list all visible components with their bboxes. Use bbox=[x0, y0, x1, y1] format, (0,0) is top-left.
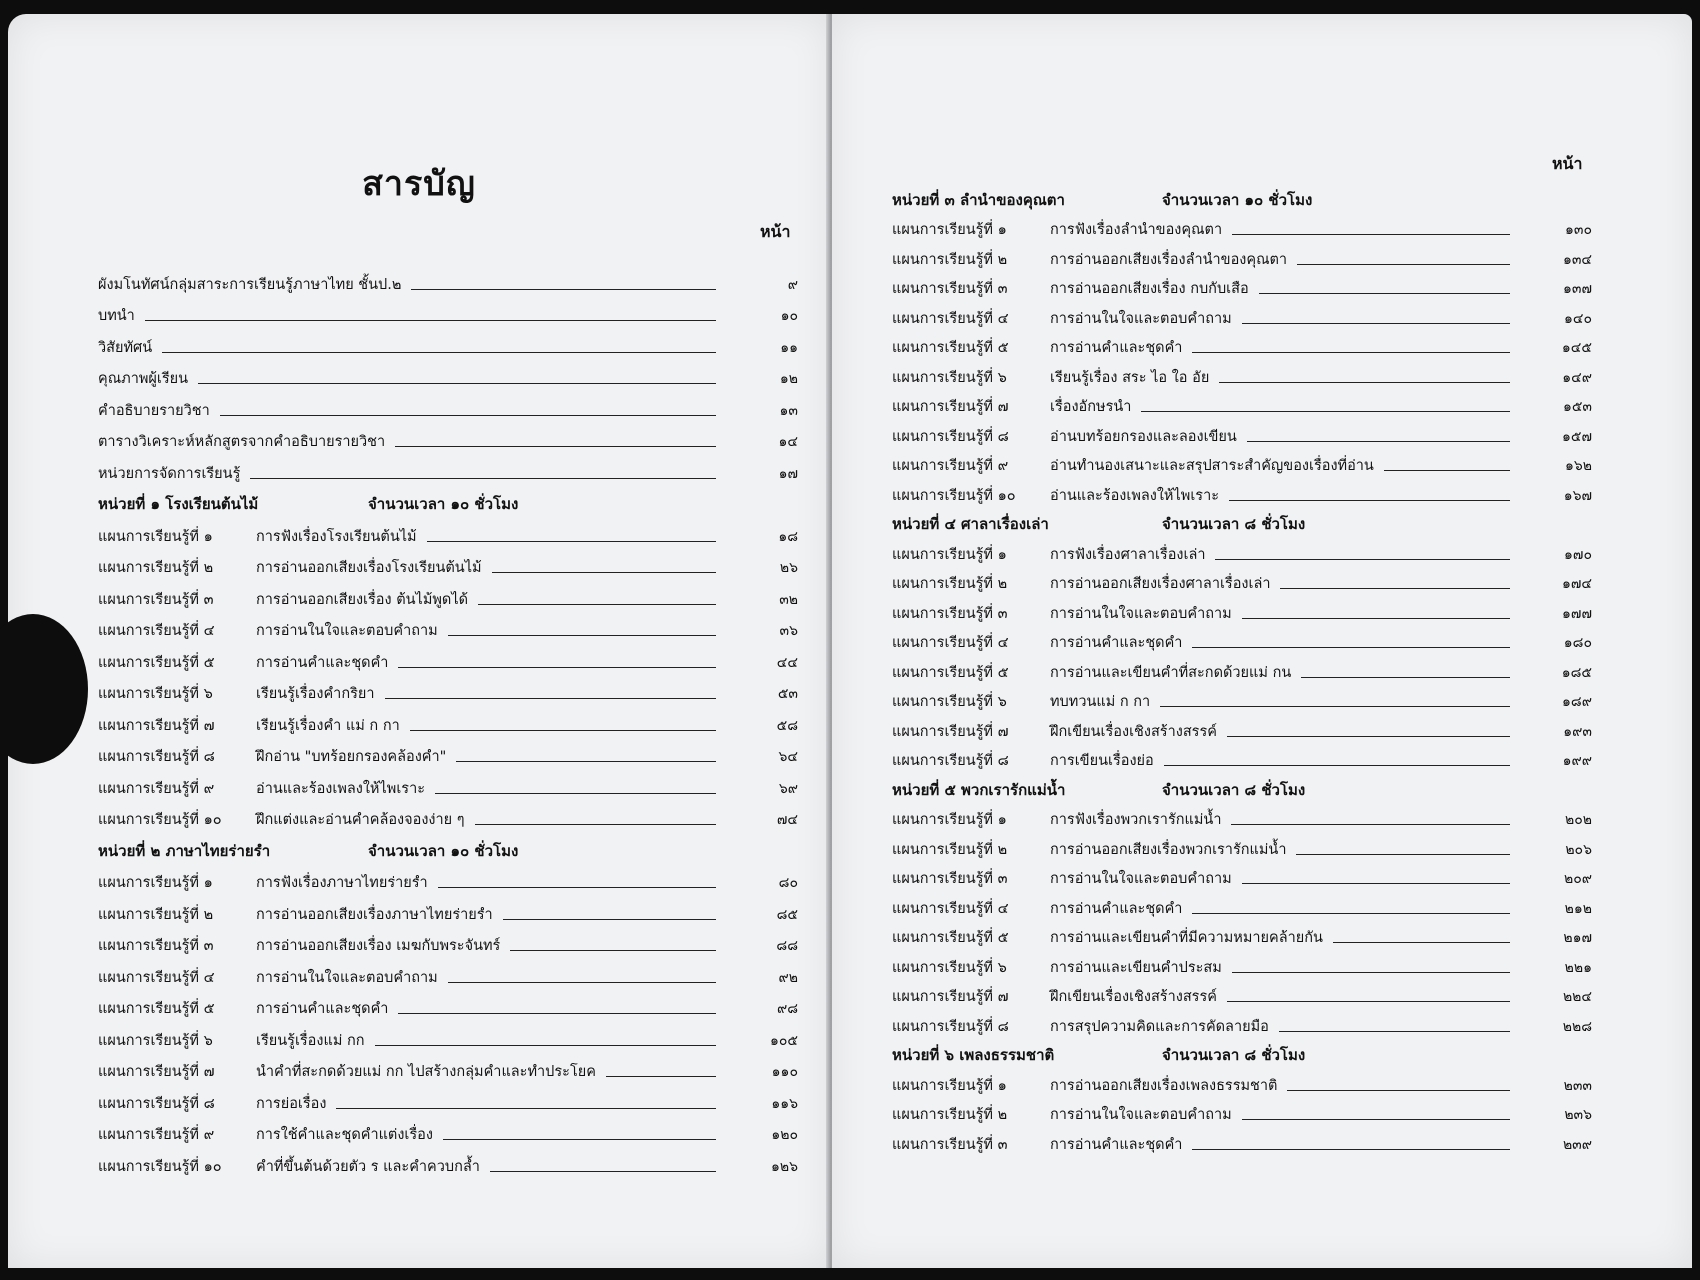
dotted-leader bbox=[1242, 618, 1510, 619]
page-number: ๑๑๖ bbox=[771, 1095, 798, 1112]
plan-topic: นำคำที่สะกดด้วยแม่ กก ไปสร้างกลุ่มคำและทำประโยค bbox=[256, 1064, 596, 1080]
plan-topic: อ่านทำนองเสนาะและสรุปสาระสำคัญของเรื่องที่อ่าน bbox=[1050, 458, 1374, 474]
plan-number: แผนการเรียนรู้ที่ ๗ bbox=[98, 717, 215, 734]
plan-topic: การฟังเรื่องลำนำของคุณตา bbox=[1050, 222, 1223, 238]
dotted-leader bbox=[410, 730, 716, 731]
plan-number: แผนการเรียนรู้ที่ ๘ bbox=[98, 749, 215, 765]
plan-topic: การใช้คำและชุดคำแต่งเรื่อง bbox=[256, 1127, 433, 1143]
lesson-plan-entry bbox=[892, 713, 1592, 743]
lesson-plan-entry bbox=[892, 1008, 1592, 1038]
plan-number: แผนการเรียนรู้ที่ ๓ bbox=[892, 871, 1008, 887]
dotted-leader bbox=[1192, 352, 1510, 353]
plan-number: แผนการเรียนรู้ที่ ๑ bbox=[892, 812, 1007, 828]
entry-title: ผังมโนทัศน์กลุ่มสาระการเรียนรู้ภาษาไทย ชั้นป.๒ bbox=[98, 276, 402, 293]
lesson-plan-entry bbox=[98, 800, 798, 832]
page-number: ๘๐ bbox=[778, 875, 798, 891]
page-number: ๑๖๗ bbox=[1563, 487, 1592, 504]
dotted-leader bbox=[375, 1045, 716, 1046]
plan-topic: เรื่องอักษรนำ bbox=[1050, 399, 1132, 415]
page-number: ๘๕ bbox=[776, 906, 798, 923]
plan-number: แผนการเรียนรู้ที่ ๓ bbox=[892, 281, 1008, 297]
plan-topic: ทบทวนแม่ ก กา bbox=[1050, 694, 1151, 710]
lesson-plan-entry bbox=[892, 890, 1592, 920]
lesson-plan-entry bbox=[892, 477, 1592, 507]
dotted-leader bbox=[1242, 883, 1510, 884]
unit-heading bbox=[98, 485, 798, 517]
unit-heading bbox=[892, 507, 1592, 537]
plan-topic: ฝึกเขียนเรื่องเชิงสร้างสรรค์ bbox=[1050, 723, 1217, 740]
plan-number: แผนการเรียนรู้ที่ ๓ bbox=[892, 1136, 1008, 1153]
dotted-leader bbox=[1227, 736, 1510, 737]
plan-topic: การอ่านและเขียนคำที่มีความหมายคล้ายกัน bbox=[1050, 930, 1323, 946]
page-number: ๑๒๖ bbox=[770, 1158, 798, 1175]
dotted-leader bbox=[510, 950, 716, 951]
toc-front-entry bbox=[98, 264, 798, 296]
plan-topic: การสรุปความคิดและการคัดลายมือ bbox=[1050, 1018, 1269, 1035]
page-title: สารบัญ bbox=[362, 164, 476, 204]
dotted-leader bbox=[503, 919, 716, 920]
dotted-leader bbox=[1301, 677, 1510, 678]
plan-number: แผนการเรียนรู้ที่ ๒ bbox=[892, 251, 1008, 268]
plan-number: แผนการเรียนรู้ที่ ๔ bbox=[98, 623, 215, 639]
toc-front-entry bbox=[98, 359, 798, 391]
plan-topic: การอ่านออกเสียงเรื่อง กบกับเสือ bbox=[1050, 281, 1249, 297]
page-number: ๒๐๙ bbox=[1563, 871, 1592, 887]
right-page bbox=[832, 14, 1692, 1268]
page-number: ๑๑ bbox=[780, 339, 798, 356]
plan-number: แผนการเรียนรู้ที่ ๙ bbox=[98, 1127, 215, 1143]
plan-topic: อ่านและร้องเพลงให้ไพเราะ bbox=[1050, 487, 1220, 504]
left-page bbox=[8, 14, 830, 1268]
plan-topic: การอ่านคำและชุดคำ bbox=[1050, 340, 1183, 356]
plan-number: แผนการเรียนรู้ที่ ๔ bbox=[892, 635, 1009, 651]
dotted-leader bbox=[1215, 559, 1510, 560]
plan-number: แผนการเรียนรู้ที่ ๔ bbox=[892, 900, 1009, 917]
page-number: ๒๓๓ bbox=[1563, 1077, 1592, 1094]
plan-topic: การฟังเรื่องพวกเรารักแม่น้ำ bbox=[1050, 812, 1222, 828]
page-number: ๑๔๕ bbox=[1561, 340, 1592, 356]
unit-name: หน่วยที่ ๔ ศาลาเรื่องเล่า bbox=[892, 515, 1049, 533]
page-number: ๒๓๖ bbox=[1564, 1107, 1592, 1123]
dotted-leader bbox=[336, 1108, 716, 1109]
dotted-leader bbox=[198, 383, 716, 384]
plan-topic: การอ่านคำและชุดคำ bbox=[256, 1001, 389, 1017]
plan-topic: การอ่านออกเสียงเรื่องศาลาเรื่องเล่า bbox=[1050, 576, 1271, 592]
plan-topic: ฝึกเขียนเรื่องเชิงสร้างสรรค์ bbox=[1050, 989, 1217, 1005]
plan-number: แผนการเรียนรู้ที่ ๑ bbox=[892, 222, 1007, 238]
lesson-plan-entry bbox=[98, 705, 798, 737]
toc-front-entry bbox=[98, 422, 798, 454]
lesson-plan-entry bbox=[892, 300, 1592, 330]
plan-topic: การอ่านในใจและตอบคำถาม bbox=[1050, 310, 1232, 327]
unit-heading bbox=[892, 1038, 1592, 1068]
dotted-leader bbox=[398, 667, 716, 668]
page-number: ๒๒๑ bbox=[1564, 959, 1592, 976]
page-number: ๙๘ bbox=[776, 1001, 798, 1017]
plan-number: แผนการเรียนรู้ที่ ๖ bbox=[892, 369, 1007, 386]
dotted-leader bbox=[443, 1139, 716, 1140]
page-number: ๑๗๔ bbox=[1561, 576, 1592, 592]
lesson-plan-entry bbox=[98, 1146, 798, 1178]
page-number: ๒๐๒ bbox=[1564, 812, 1592, 828]
dotted-leader bbox=[1280, 588, 1510, 589]
lesson-plan-entry bbox=[892, 271, 1592, 301]
page-number: ๑๓๔ bbox=[1562, 251, 1592, 268]
lesson-plan-entry bbox=[892, 536, 1592, 566]
plan-number: แผนการเรียนรู้ที่ ๗ bbox=[98, 1064, 215, 1080]
lesson-plan-entry bbox=[98, 1115, 798, 1147]
plan-topic: อ่านและร้องเพลงให้ไพเราะ bbox=[256, 780, 426, 797]
lesson-plan-entry bbox=[892, 920, 1592, 950]
plan-topic: การฟังเรื่องภาษาไทยร่ายรำ bbox=[256, 875, 428, 891]
plan-number: แผนการเรียนรู้ที่ ๔ bbox=[98, 969, 215, 986]
dotted-leader bbox=[490, 1171, 716, 1172]
dotted-leader bbox=[1296, 854, 1510, 855]
plan-topic: การฟังเรื่องโรงเรียนต้นไม้ bbox=[256, 528, 417, 545]
lesson-plan-entry bbox=[892, 418, 1592, 448]
dotted-leader bbox=[1297, 264, 1510, 265]
plan-number: แผนการเรียนรู้ที่ ๑ bbox=[98, 875, 213, 891]
plan-topic: เรียนรู้เรื่องคำ แม่ ก กา bbox=[256, 717, 400, 734]
lesson-plan-entry bbox=[892, 684, 1592, 714]
lesson-plan-entry bbox=[892, 1097, 1592, 1127]
unit-hours: จำนวนเวลา ๑๐ ชั่วโมง bbox=[368, 841, 519, 860]
plan-number: แผนการเรียนรู้ที่ ๓ bbox=[98, 591, 214, 608]
dotted-leader bbox=[1259, 293, 1510, 294]
plan-number: แผนการเรียนรู้ที่ ๒ bbox=[98, 906, 214, 923]
dotted-leader bbox=[1242, 1119, 1510, 1120]
plan-number: แผนการเรียนรู้ที่ ๒ bbox=[892, 1107, 1008, 1123]
page-number: ๒๒๘ bbox=[1562, 1018, 1592, 1035]
lesson-plan-entry bbox=[892, 979, 1592, 1009]
page-number: ๑๒ bbox=[779, 371, 798, 387]
lesson-plan-entry bbox=[98, 642, 798, 674]
lesson-plan-entry bbox=[98, 516, 798, 548]
page-number: ๑๔๐ bbox=[1563, 310, 1592, 327]
plan-topic: เรียนรู้เรื่องคำกริยา bbox=[256, 686, 375, 702]
page-column-label: หน้า bbox=[760, 222, 791, 241]
plan-topic: การเขียนเรื่องย่อ bbox=[1050, 753, 1154, 769]
lesson-plan-entry bbox=[892, 654, 1592, 684]
plan-number: แผนการเรียนรู้ที่ ๒ bbox=[98, 560, 214, 576]
plan-number: แผนการเรียนรู้ที่ ๕ bbox=[892, 930, 1009, 946]
plan-number: แผนการเรียนรู้ที่ ๑๐ bbox=[98, 812, 222, 828]
page-number: ๒๒๔ bbox=[1562, 989, 1592, 1005]
lesson-plan-entry bbox=[98, 926, 798, 958]
entry-title: หน่วยการจัดการเรียนรู้ bbox=[98, 465, 241, 482]
plan-number: แผนการเรียนรู้ที่ ๙ bbox=[98, 780, 215, 797]
lesson-plan-entry bbox=[98, 548, 798, 580]
unit-name: หน่วยที่ ๑ โรงเรียนต้นไม้ bbox=[98, 495, 259, 513]
page-number: ๖๔ bbox=[778, 749, 798, 765]
plan-topic: การอ่านคำและชุดคำ bbox=[1050, 900, 1183, 917]
page-number: ๖๙ bbox=[778, 780, 798, 797]
lesson-plan-entry bbox=[892, 625, 1592, 655]
plan-number: แผนการเรียนรู้ที่ ๑ bbox=[98, 528, 213, 545]
dotted-leader bbox=[1384, 470, 1510, 471]
page-number: ๑๙๓ bbox=[1563, 723, 1592, 740]
plan-number: แผนการเรียนรู้ที่ ๔ bbox=[892, 310, 1009, 327]
plan-topic: การอ่านออกเสียงเรื่องเพลงธรรมชาติ bbox=[1050, 1077, 1278, 1094]
plan-topic: การอ่านออกเสียงเรื่องลำนำของคุณตา bbox=[1050, 251, 1288, 268]
dotted-leader bbox=[1232, 234, 1510, 235]
dotted-leader bbox=[145, 320, 716, 321]
unit-name: หน่วยที่ ๕ พวกเรารักแม่น้ำ bbox=[892, 780, 1066, 799]
lesson-plan-entry bbox=[892, 861, 1592, 891]
page-number: ๑๘๕ bbox=[1561, 664, 1592, 681]
page-number: ๑๘๙ bbox=[1562, 694, 1592, 710]
dotted-leader bbox=[478, 604, 716, 605]
dotted-leader bbox=[1279, 1031, 1510, 1032]
plan-topic: การอ่านในใจและตอบคำถาม bbox=[256, 623, 438, 639]
page-number: ๒๓๙ bbox=[1562, 1136, 1592, 1153]
lesson-plan-entry bbox=[892, 330, 1592, 360]
plan-topic: การย่อเรื่อง bbox=[256, 1095, 327, 1112]
lesson-plan-entry bbox=[892, 802, 1592, 832]
toc-front-entry bbox=[98, 390, 798, 422]
unit-name: หน่วยที่ ๓ ลำนำของคุณตา bbox=[892, 190, 1065, 209]
lesson-plan-entry bbox=[892, 1126, 1592, 1156]
unit-hours: จำนวนเวลา ๘ ชั่วโมง bbox=[1162, 1046, 1306, 1064]
plan-number: แผนการเรียนรู้ที่ ๕ bbox=[892, 664, 1009, 681]
lesson-plan-entry bbox=[892, 566, 1592, 596]
plan-number: แผนการเรียนรู้ที่ ๕ bbox=[98, 654, 215, 671]
dotted-leader bbox=[427, 541, 716, 542]
plan-topic: เรียนรู้เรื่องแม่ กก bbox=[256, 1032, 365, 1049]
page-number: ๑๒๐ bbox=[771, 1127, 798, 1143]
plan-number: แผนการเรียนรู้ที่ ๙ bbox=[892, 458, 1009, 474]
page-number: ๗๔ bbox=[776, 812, 798, 828]
lesson-plan-entry bbox=[892, 241, 1592, 271]
entry-title: คำอธิบายรายวิชา bbox=[98, 402, 210, 419]
dotted-leader bbox=[1192, 1149, 1510, 1150]
plan-topic: อ่านบทร้อยกรองและลองเขียน bbox=[1050, 428, 1237, 445]
lesson-plan-entry bbox=[892, 389, 1592, 419]
plan-number: แผนการเรียนรู้ที่ ๖ bbox=[98, 686, 213, 702]
plan-number: แผนการเรียนรู้ที่ ๒ bbox=[892, 841, 1008, 858]
plan-number: แผนการเรียนรู้ที่ ๗ bbox=[892, 989, 1009, 1005]
toc-front-entry bbox=[98, 453, 798, 485]
unit-heading bbox=[892, 772, 1592, 802]
page-number: ๑๘๐ bbox=[1563, 635, 1592, 651]
page-number: ๓๒ bbox=[779, 591, 798, 608]
plan-topic: การฟังเรื่องศาลาเรื่องเล่า bbox=[1050, 546, 1206, 563]
unit-hours: จำนวนเวลา ๑๐ ชั่วโมง bbox=[1162, 190, 1313, 209]
lesson-plan-entry bbox=[892, 595, 1592, 625]
plan-topic: การอ่านและเขียนคำที่สะกดด้วยแม่ กน bbox=[1050, 664, 1292, 681]
lesson-plan-entry bbox=[98, 957, 798, 989]
lesson-plan-entry bbox=[892, 831, 1592, 861]
plan-number: แผนการเรียนรู้ที่ ๓ bbox=[98, 938, 214, 954]
dotted-leader bbox=[1219, 382, 1510, 383]
plan-number: แผนการเรียนรู้ที่ ๖ bbox=[892, 959, 1007, 976]
dotted-leader bbox=[411, 289, 716, 290]
toc-right bbox=[892, 182, 1592, 1156]
page-number: ๑๓๐ bbox=[1564, 222, 1592, 238]
plan-number: แผนการเรียนรู้ที่ ๗ bbox=[892, 723, 1009, 740]
dotted-leader bbox=[448, 982, 716, 983]
lesson-plan-entry bbox=[98, 737, 798, 769]
dotted-leader bbox=[1247, 441, 1510, 442]
plan-topic: การอ่านในใจและตอบคำถาม bbox=[1050, 1107, 1232, 1123]
plan-number: แผนการเรียนรู้ที่ ๑๐ bbox=[98, 1158, 222, 1175]
lesson-plan-entry bbox=[98, 1020, 798, 1052]
dotted-leader bbox=[456, 761, 716, 762]
page-number: ๑๗ bbox=[778, 465, 798, 482]
plan-topic: การอ่านออกเสียงเรื่องพวกเรารักแม่น้ำ bbox=[1050, 841, 1287, 858]
page-number: ๑๕๗ bbox=[1561, 428, 1592, 445]
page-number: ๑๓ bbox=[779, 402, 798, 419]
dotted-leader bbox=[1231, 824, 1510, 825]
plan-number: แผนการเรียนรู้ที่ ๑๐ bbox=[892, 487, 1016, 504]
plan-topic: การอ่านในใจและตอบคำถาม bbox=[1050, 871, 1232, 887]
lesson-plan-entry bbox=[892, 359, 1592, 389]
page-number: ๒๑๗ bbox=[1563, 930, 1592, 946]
plan-number: แผนการเรียนรู้ที่ ๕ bbox=[892, 340, 1009, 356]
entry-title: วิสัยทัศน์ bbox=[98, 339, 153, 356]
unit-hours: จำนวนเวลา ๑๐ ชั่วโมง bbox=[368, 495, 519, 513]
dotted-leader bbox=[1227, 1001, 1510, 1002]
dotted-leader bbox=[1287, 1090, 1510, 1091]
plan-number: แผนการเรียนรู้ที่ ๓ bbox=[892, 605, 1008, 622]
dotted-leader bbox=[438, 887, 716, 888]
page-number: ๙๒ bbox=[778, 969, 798, 986]
lesson-plan-entry bbox=[892, 949, 1592, 979]
lesson-plan-entry bbox=[98, 579, 798, 611]
dotted-leader bbox=[1242, 323, 1510, 324]
plan-topic: การอ่านคำและชุดคำ bbox=[1050, 635, 1183, 651]
dotted-leader bbox=[1164, 765, 1510, 766]
lesson-plan-entry bbox=[98, 1052, 798, 1084]
page-number: ๑๑๐ bbox=[771, 1064, 798, 1080]
unit-name: หน่วยที่ ๒ ภาษาไทยร่ายรำ bbox=[98, 841, 271, 860]
page-number: ๔๔ bbox=[776, 654, 798, 671]
plan-number: แผนการเรียนรู้ที่ ๘ bbox=[892, 1018, 1009, 1035]
page-number: ๑๘ bbox=[778, 528, 798, 545]
plan-number: แผนการเรียนรู้ที่ ๒ bbox=[892, 576, 1008, 592]
plan-topic: การอ่านคำและชุดคำ bbox=[1050, 1136, 1183, 1153]
plan-number: แผนการเรียนรู้ที่ ๘ bbox=[892, 753, 1009, 769]
dotted-leader bbox=[1192, 913, 1510, 914]
page-number: ๕๓ bbox=[777, 686, 798, 702]
unit-heading bbox=[98, 831, 798, 863]
plan-topic: การอ่านคำและชุดคำ bbox=[256, 654, 389, 671]
page-number: ๑๔๙ bbox=[1562, 369, 1592, 386]
lesson-plan-entry bbox=[98, 768, 798, 800]
dotted-leader bbox=[435, 793, 716, 794]
lesson-plan-entry bbox=[98, 611, 798, 643]
plan-topic: ฝึกอ่าน "บทร้อยกรองคล้องคำ" bbox=[256, 749, 447, 765]
toc-front-entry bbox=[98, 327, 798, 359]
page-number: ๑๙๙ bbox=[1562, 753, 1592, 769]
lesson-plan-entry bbox=[892, 1067, 1592, 1097]
dotted-leader bbox=[492, 572, 716, 573]
plan-number: แผนการเรียนรู้ที่ ๖ bbox=[892, 694, 1007, 710]
lesson-plan-entry bbox=[98, 674, 798, 706]
dotted-leader bbox=[1229, 500, 1510, 501]
toc-left bbox=[98, 264, 798, 1178]
page-number: ๑๐ bbox=[780, 308, 798, 324]
dotted-leader bbox=[385, 698, 716, 699]
page-number: ๑๐๕ bbox=[769, 1032, 798, 1049]
page-number: ๘๘ bbox=[776, 938, 798, 954]
dotted-leader bbox=[448, 635, 716, 636]
page-number: ๒๑๒ bbox=[1564, 900, 1592, 917]
plan-number: แผนการเรียนรู้ที่ ๑ bbox=[892, 1077, 1007, 1094]
page-number: ๓๖ bbox=[779, 623, 798, 639]
unit-name: หน่วยที่ ๖ เพลงธรรมชาติ bbox=[892, 1046, 1055, 1064]
dotted-leader bbox=[250, 478, 716, 479]
dotted-leader bbox=[162, 352, 716, 353]
page-number: ๒๐๖ bbox=[1565, 841, 1592, 858]
plan-topic: คำที่ขึ้นต้นด้วยตัว ร และคำควบกล้ำ bbox=[256, 1158, 480, 1175]
lesson-plan-entry bbox=[98, 894, 798, 926]
dotted-leader bbox=[220, 415, 716, 416]
dotted-leader bbox=[1141, 411, 1510, 412]
plan-topic: การอ่านในใจและตอบคำถาม bbox=[256, 969, 438, 986]
plan-topic: การอ่านออกเสียงเรื่อง เมฆกับพระจันทร์ bbox=[256, 938, 501, 954]
entry-title: บทนำ bbox=[98, 308, 135, 324]
binding-hole bbox=[0, 614, 88, 764]
page-number: ๑๕๓ bbox=[1562, 399, 1592, 415]
plan-topic: เรียนรู้เรื่อง สระ ไอ ใอ อัย bbox=[1050, 369, 1210, 386]
entry-title: ตารางวิเคราะห์หลักสูตรจากคำอธิบายรายวิชา bbox=[98, 434, 386, 450]
dotted-leader bbox=[398, 1013, 716, 1014]
page-number: ๑๗๐ bbox=[1564, 546, 1592, 563]
entry-title: คุณภาพผู้เรียน bbox=[98, 371, 189, 387]
plan-number: แผนการเรียนรู้ที่ ๗ bbox=[892, 399, 1009, 415]
page-column-label: หน้า bbox=[1552, 154, 1583, 173]
lesson-plan-entry bbox=[98, 863, 798, 895]
page-number: ๙ bbox=[787, 276, 798, 293]
page-number: ๒๖ bbox=[779, 560, 798, 576]
dotted-leader bbox=[606, 1076, 716, 1077]
page-number: ๑๖๒ bbox=[1564, 458, 1592, 474]
plan-topic: การอ่านออกเสียงเรื่องโรงเรียนต้นไม้ bbox=[256, 560, 482, 576]
plan-topic: การอ่านออกเสียงเรื่องภาษาไทยร่ายรำ bbox=[256, 906, 493, 923]
plan-number: แผนการเรียนรู้ที่ ๘ bbox=[892, 428, 1009, 445]
plan-topic: การอ่านในใจและตอบคำถาม bbox=[1050, 605, 1232, 622]
plan-topic: ฝึกแต่งและอ่านคำคล้องจองง่าย ๆ bbox=[256, 812, 465, 828]
plan-topic: การอ่านและเขียนคำประสม bbox=[1050, 959, 1222, 976]
page-number: ๑๓๗ bbox=[1563, 281, 1592, 297]
dotted-leader bbox=[1232, 972, 1510, 973]
lesson-plan-entry bbox=[892, 448, 1592, 478]
lesson-plan-entry bbox=[98, 989, 798, 1021]
plan-topic: การอ่านออกเสียงเรื่อง ต้นไม้พูดได้ bbox=[256, 591, 469, 608]
plan-number: แผนการเรียนรู้ที่ ๘ bbox=[98, 1095, 215, 1112]
lesson-plan-entry bbox=[98, 1083, 798, 1115]
unit-heading bbox=[892, 182, 1592, 212]
toc-front-entry bbox=[98, 296, 798, 328]
unit-hours: จำนวนเวลา ๘ ชั่วโมง bbox=[1162, 780, 1306, 799]
page-number: ๑๗๗ bbox=[1562, 605, 1592, 622]
lesson-plan-entry bbox=[892, 212, 1592, 242]
plan-number: แผนการเรียนรู้ที่ ๑ bbox=[892, 546, 1007, 563]
plan-number: แผนการเรียนรู้ที่ ๕ bbox=[98, 1001, 215, 1017]
dotted-leader bbox=[475, 824, 716, 825]
dotted-leader bbox=[1192, 647, 1510, 648]
page-number: ๕๘ bbox=[776, 717, 798, 734]
dotted-leader bbox=[1333, 942, 1510, 943]
plan-number: แผนการเรียนรู้ที่ ๖ bbox=[98, 1032, 213, 1049]
dotted-leader bbox=[1160, 706, 1510, 707]
dotted-leader bbox=[395, 446, 716, 447]
lesson-plan-entry bbox=[892, 743, 1592, 773]
page-number: ๑๔ bbox=[778, 434, 798, 450]
unit-hours: จำนวนเวลา ๘ ชั่วโมง bbox=[1162, 515, 1306, 533]
